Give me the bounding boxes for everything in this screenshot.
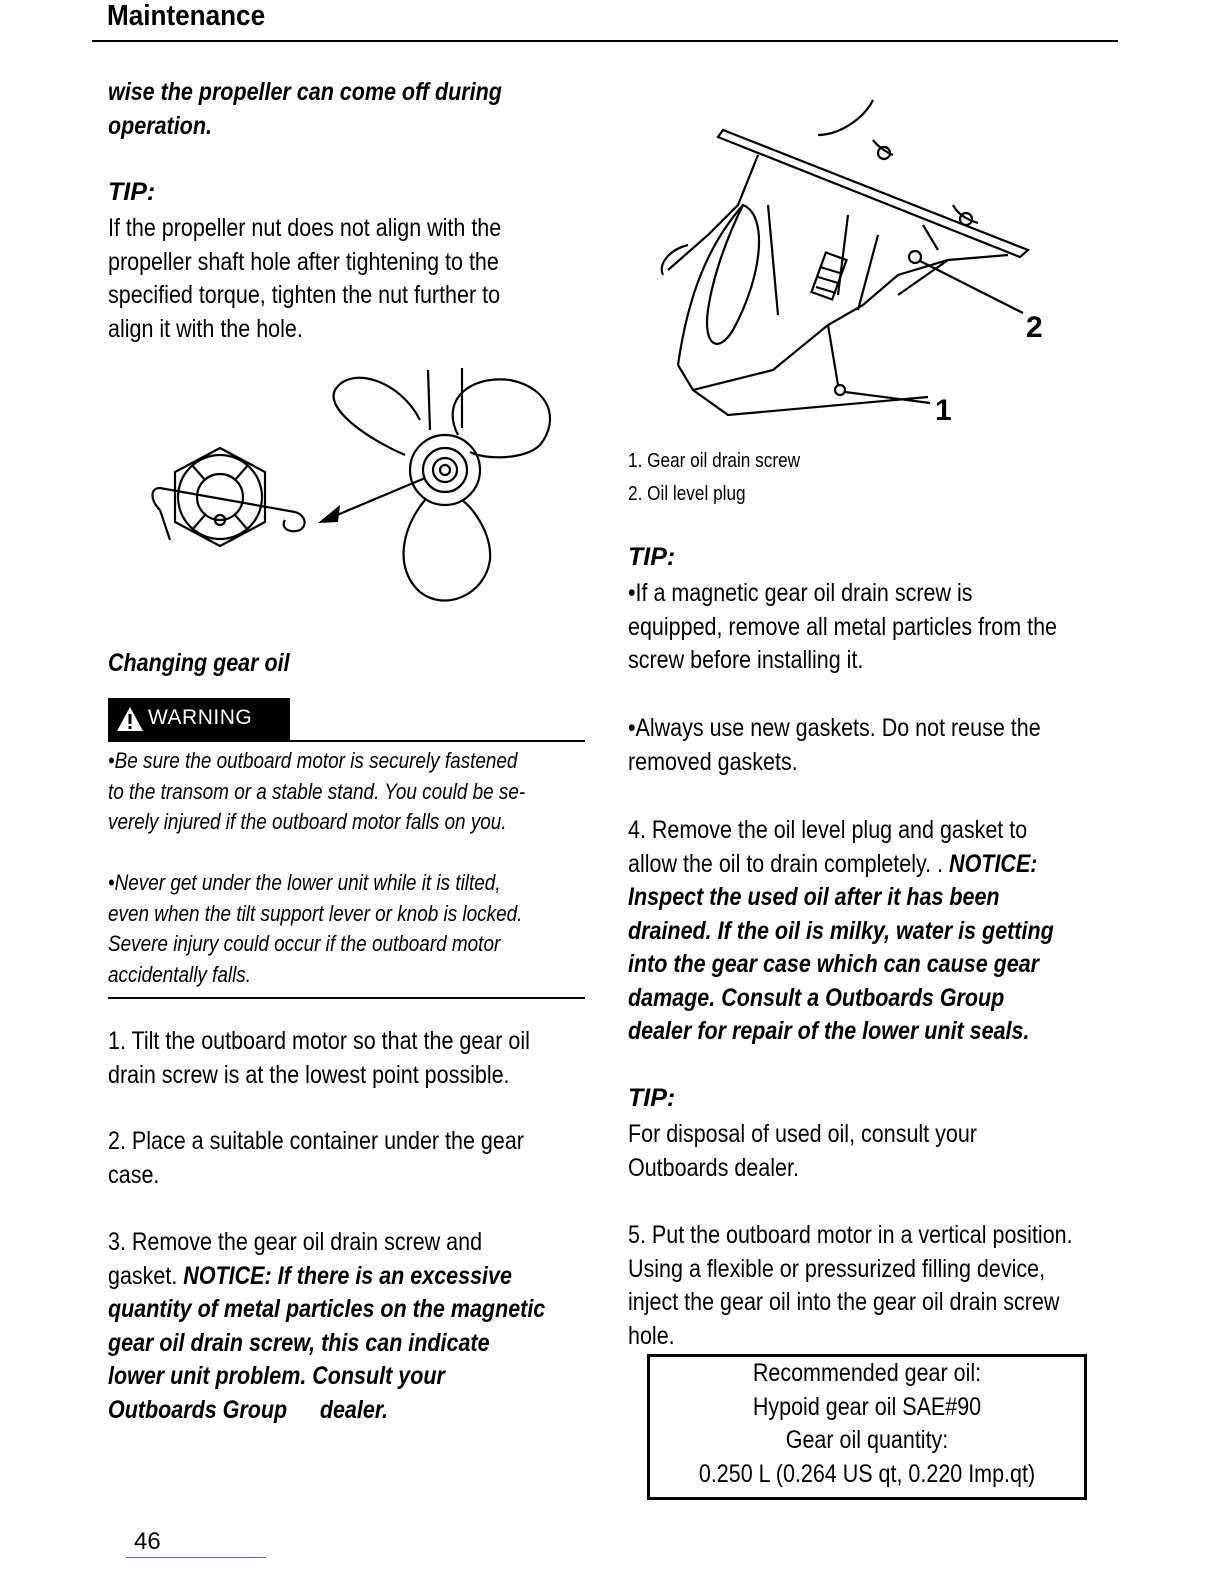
step3-notice-line: lower unit problem. Consult your [108, 1362, 445, 1390]
warning-rule-bottom [108, 997, 585, 999]
step5-line: 5. Put the outboard motor in a vertical position. [628, 1221, 1073, 1249]
warning-line: •Never get under the lower unit while it is tilted, [108, 870, 501, 895]
step2-line: 2. Place a suitable container under the gear [108, 1127, 524, 1155]
tip2-line: •Always use new gaskets. Do not reuse the [628, 714, 1041, 742]
step3-line [108, 1260, 545, 1294]
callout-1: 1 [935, 394, 952, 427]
step-2 [108, 1125, 524, 1192]
step2-line: case. [108, 1160, 160, 1189]
step4-notice-line [628, 982, 1054, 1016]
tip-label-2: TIP: [628, 543, 676, 571]
step5-line: Using a flexible or pressurized filling device, [628, 1254, 1046, 1283]
step3-notice-line [108, 1394, 545, 1428]
page-header-title: Maintenance [107, 0, 266, 32]
step3-line: 3. Remove the gear oil drain screw and [108, 1228, 483, 1256]
step3-notice-line: quantity of metal particles on the magnetic [108, 1295, 546, 1323]
step-4 [628, 814, 1054, 1049]
tip1-line: align it with the hole. [108, 314, 303, 343]
step4-notice-line: Inspect the used oil after it has been [628, 883, 1000, 911]
warning-line: even when the tilt support lever or knob is locked. [108, 900, 523, 926]
tip-text-3 [628, 1118, 977, 1185]
step3-plain: gasket. [108, 1261, 184, 1290]
step5-line: hole. [628, 1321, 675, 1350]
warning-line: Severe injury could occur if the outboard motor [108, 931, 501, 956]
warning-banner [108, 698, 290, 740]
gear-case-illustration [648, 95, 1068, 435]
spec-line: Gear oil quantity: [785, 1426, 949, 1454]
step-3 [108, 1226, 545, 1427]
step4-line: 4. Remove the oil level plug and gasket to [628, 816, 1028, 844]
step-1 [108, 1025, 530, 1092]
warning-line: •Be sure the outboard motor is securely fastened [108, 748, 518, 773]
step4-notice-line: dealer for repair of the lower unit seals. [628, 1017, 1030, 1045]
header-rule [92, 40, 1118, 42]
tip-text-2a [628, 577, 1057, 678]
warning-label: WARNING [148, 706, 253, 729]
tip-text-2b [628, 712, 1041, 779]
step5-line: inject the gear oil into the gear oil drain screw [628, 1288, 1060, 1316]
section-title-changing-gear-oil: Changing gear oil [108, 649, 290, 677]
callout-2: 2 [1026, 311, 1043, 344]
step1-line: 1. Tilt the outboard motor so that the gear oil [108, 1027, 530, 1055]
warning-triangle-icon [116, 706, 144, 732]
tip2-line: removed gaskets. [628, 747, 798, 776]
figure-legend [628, 445, 800, 511]
intro-line-1: wise the propeller can come off during [108, 78, 502, 106]
tip3-line: For disposal of used oil, consult your [628, 1120, 977, 1148]
tip2-line: equipped, remove all metal particles from the [628, 612, 1058, 641]
propeller-nut-illustration [140, 360, 570, 610]
intro-warning-continuation [108, 76, 502, 143]
step3-dealer: dealer. [319, 1395, 388, 1424]
step4-notice-line: into the gear case which can cause gear [628, 950, 1040, 978]
tip3-line: Outboards dealer. [628, 1153, 799, 1182]
step-5 [628, 1219, 1073, 1353]
step3-notice: NOTICE: If there is an excessive [183, 1261, 512, 1290]
tip1-line: If the propeller nut does not align with the [108, 214, 502, 242]
warning-paragraph-2 [108, 868, 522, 990]
tip-text-1 [108, 212, 501, 346]
spec-line: Hypoid gear oil SAE#90 [752, 1392, 982, 1421]
page-number: 46 [134, 1528, 161, 1555]
intro-line-2: operation. [108, 111, 212, 140]
brand-name: Outboards Group [108, 1395, 288, 1424]
tip-label-3: TIP: [628, 1084, 676, 1112]
step4-consult: damage. Consult a [628, 983, 826, 1012]
gear-oil-spec-box [647, 1354, 1087, 1500]
step4-line [628, 848, 1054, 882]
spec-line: Recommended gear oil: [752, 1359, 982, 1387]
step3-notice-line: gear oil drain screw, this can indicate [108, 1328, 490, 1357]
spec-line: 0.250 L (0.264 US qt, 0.220 Imp.qt) [698, 1459, 1036, 1488]
tip-label-1: TIP: [108, 178, 156, 206]
warning-line: to the transom or a stable stand. You could be se- [108, 778, 526, 804]
warning-rule-top [108, 740, 585, 742]
step1-line: drain screw is at the lowest point possible. [108, 1060, 510, 1089]
tip2-line: •If a magnetic gear oil drain screw is [628, 579, 973, 607]
step4-notice: NOTICE: [949, 849, 1038, 878]
warning-paragraph-1 [108, 746, 525, 838]
step4-notice-line: drained. If the oil is milky, water is getting [628, 916, 1054, 945]
tip1-line: propeller shaft hole after tightening to the [108, 247, 499, 276]
page-number-rule [126, 1557, 266, 1558]
tip1-line: specified torque, tighten the nut further to [108, 281, 501, 309]
legend-item: 1. Gear oil drain screw [628, 450, 801, 472]
tip2-line: screw before installing it. [628, 646, 864, 674]
legend-item: 2. Oil level plug [628, 483, 746, 505]
warning-line: verely injured if the outboard motor falls on you. [108, 809, 507, 834]
step4-plain: allow the oil to drain completely. . [628, 849, 950, 878]
warning-line: accidentally falls. [108, 961, 252, 987]
brand-name: Outboards Group [825, 983, 1005, 1012]
